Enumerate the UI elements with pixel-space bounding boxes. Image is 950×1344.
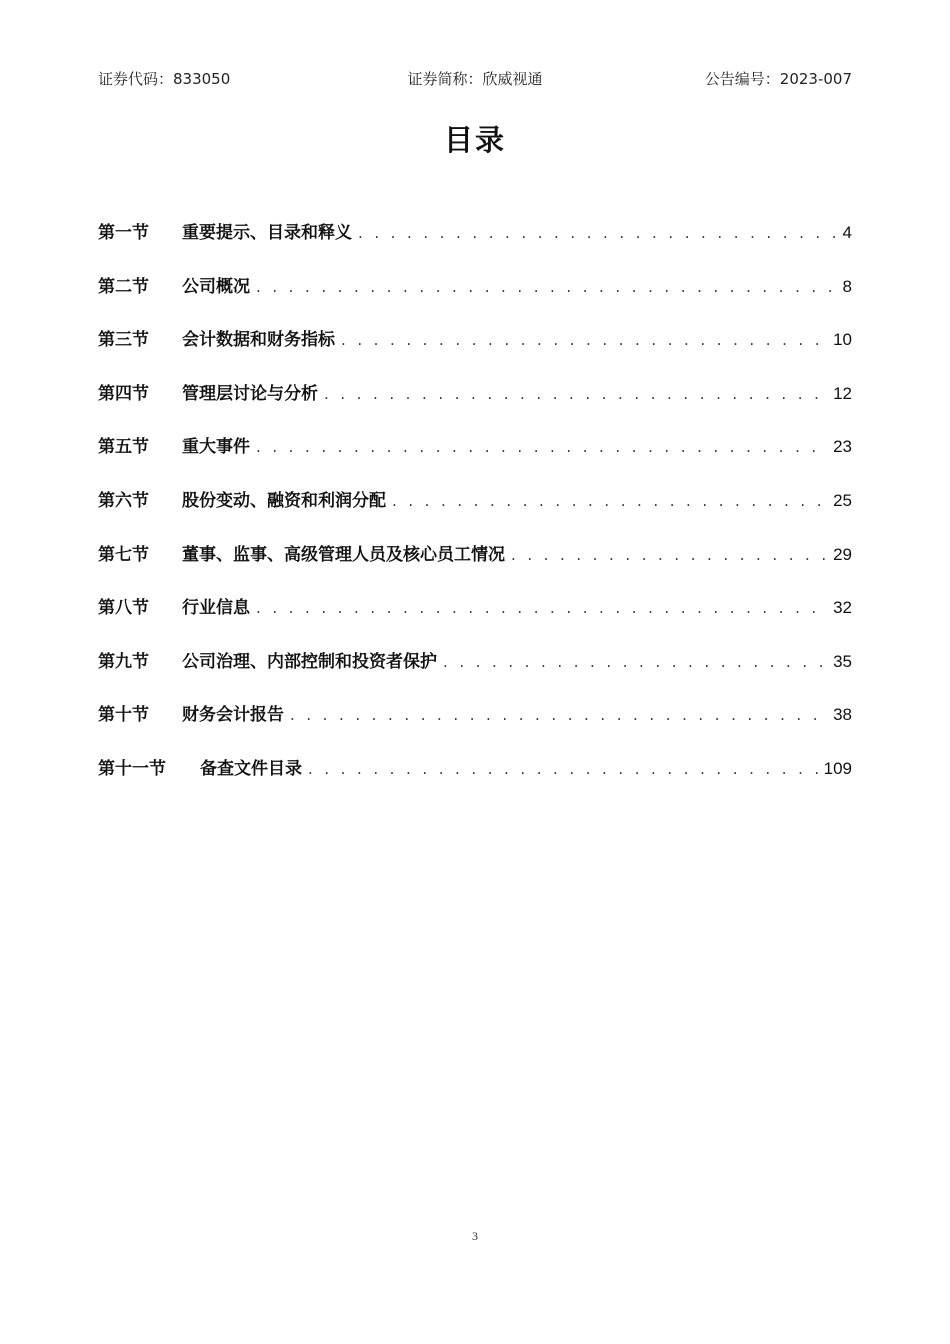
toc-dot-leader <box>324 385 829 403</box>
toc-section-title: 董事、监事、高级管理人员及核心员工情况 <box>182 545 505 565</box>
toc-section-number: 第八节 <box>98 598 149 618</box>
toc-page-number: 38 <box>833 705 852 724</box>
toc-section-number: 第十一节 <box>98 759 166 779</box>
toc-page-number: 32 <box>833 598 852 617</box>
page-number: 3 <box>472 1229 478 1243</box>
toc-section-title: 重要提示、目录和释义 <box>182 223 352 243</box>
toc-entry[interactable] <box>98 379 852 407</box>
toc-dot-leader <box>290 706 829 724</box>
toc-dot-leader <box>308 760 820 778</box>
toc-section-number: 第六节 <box>98 491 149 511</box>
toc-dot-leader <box>392 492 829 510</box>
toc-entry[interactable] <box>98 754 852 782</box>
stock-abbreviation: 证券简称：欣威视通 <box>407 70 543 88</box>
toc-dot-leader <box>256 599 829 617</box>
toc-section-title: 公司治理、内部控制和投资者保护 <box>182 652 437 672</box>
toc-page-number: 4 <box>842 223 852 242</box>
toc-section-number: 第四节 <box>98 384 149 404</box>
toc-entry[interactable] <box>98 540 852 568</box>
toc-page-number: 29 <box>833 545 852 564</box>
toc-page-number: 10 <box>833 330 852 349</box>
toc-section-title: 行业信息 <box>182 598 250 618</box>
toc-page-number: 23 <box>833 437 852 456</box>
toc-entry[interactable] <box>98 325 852 353</box>
toc-page-number: 25 <box>833 491 852 510</box>
toc-dot-leader <box>341 331 829 349</box>
toc-section-title: 股份变动、融资和利润分配 <box>182 491 386 511</box>
toc-section-title: 备查文件目录 <box>200 759 302 779</box>
toc-section-number: 第九节 <box>98 652 149 672</box>
page-title: 目录 <box>443 123 506 157</box>
toc-section-number: 第一节 <box>98 223 149 243</box>
stock-code: 证券代码：833050 <box>98 70 231 88</box>
toc-page-number: 35 <box>833 652 852 671</box>
toc-dot-leader <box>256 278 839 296</box>
toc-entry[interactable] <box>98 486 852 514</box>
toc-section-number: 第五节 <box>98 437 149 457</box>
announcement-number: 公告编号：2023-007 <box>704 70 852 88</box>
toc-page-number: 8 <box>842 277 852 296</box>
toc-dot-leader <box>256 438 829 456</box>
page-header <box>98 68 852 92</box>
toc-section-number: 第七节 <box>98 545 149 565</box>
toc-dot-leader <box>443 653 829 671</box>
toc-section-title: 公司概况 <box>182 277 250 297</box>
toc-section-number: 第十节 <box>98 705 149 725</box>
toc-section-title: 财务会计报告 <box>182 705 284 725</box>
toc-section-number: 第三节 <box>98 330 149 350</box>
toc-section-number: 第二节 <box>98 277 149 297</box>
toc-entry[interactable] <box>98 647 852 675</box>
toc-dot-leader <box>358 224 839 242</box>
toc-entry[interactable] <box>98 593 852 621</box>
toc-dot-leader <box>511 546 829 564</box>
toc-page-number: 12 <box>833 384 852 403</box>
toc-entry[interactable] <box>98 218 852 246</box>
toc-section-title: 会计数据和财务指标 <box>182 330 335 350</box>
toc-page-number: 109 <box>823 759 852 778</box>
toc-entry[interactable] <box>98 272 852 300</box>
toc-section-title: 管理层讨论与分析 <box>182 384 318 404</box>
toc-entry[interactable] <box>98 432 852 460</box>
toc-section-title: 重大事件 <box>182 437 250 457</box>
toc-entry[interactable] <box>98 700 852 728</box>
